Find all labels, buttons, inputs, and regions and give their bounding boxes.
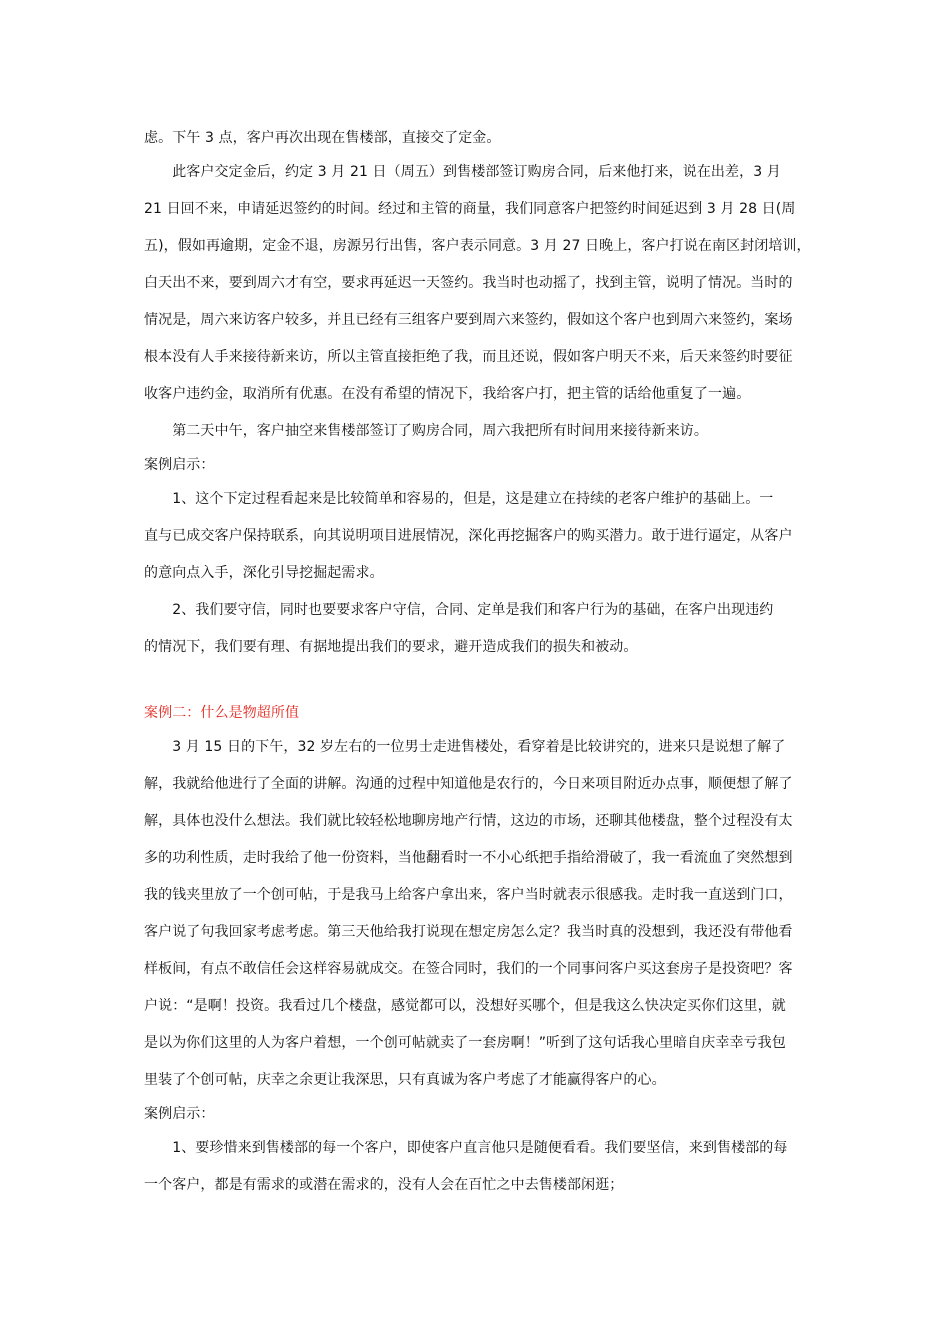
text-line: 直与已成交客户保持联系，向其说明项目进展情况，深化再挖掘客户的购买潜力。敢于进行逼定，从客户 xyxy=(144,528,793,544)
text-line: 情况是，周六来访客户较多，并且已经有三组客户要到周六来签约，假如这个客户也到周六来签约，案场 xyxy=(144,312,793,328)
section-label: 案例启示： xyxy=(144,457,215,473)
text-line: 根本没有人手来接待新来访，所以主管直接拒绝了我，而且还说，假如客户明天不来，后天来签约时要征 xyxy=(144,349,793,365)
text-line: 21 日回不来，申请延迟签约的时间。经过和主管的商量，我们同意客户把签约时间延迟到 3 月 28 日(周 xyxy=(144,201,796,217)
text-line: 样板间，有点不敢信任会这样容易就成交。在签合同时，我们的一个同事问客户买这套房子是投资吧？客 xyxy=(144,961,793,977)
case-heading: 案例二：什么是物超所值 xyxy=(144,705,300,721)
text-line: 解，具体也没什么想法。我们就比较轻松地聊房地产行情，这边的市场，还聊其他楼盘，整个过程没有太 xyxy=(144,813,793,829)
section-label: 案例启示： xyxy=(144,1106,215,1122)
text-line: 3 月 15 日的下午，32 岁左右的一位男士走进售楼处，看穿着是比较讲究的，进来只是说想了解了 xyxy=(144,739,786,755)
text-line: 白天出不来，要到周六才有空，要求再延迟一天签约。我当时也动摇了，找到主管，说明了情况。当时的 xyxy=(144,275,793,291)
text-line: 1、这个下定过程看起来是比较简单和容易的，但是，这是建立在持续的老客户维护的基础上。一 xyxy=(144,491,774,507)
text-line: 1、要珍惜来到售楼部的每一个客户，即使客户直言他只是随便看看。我们要坚信，来到售楼部的每 xyxy=(144,1140,788,1156)
text-line: 虑。下午 3 点，客户再次出现在售楼部，直接交了定金。 xyxy=(144,130,501,146)
text-line: 是以为你们这里的人为客户着想，一个创可帖就卖了一套房啊！”听到了这句话我心里暗自庆幸幸亏我包 xyxy=(144,1035,786,1051)
text-line: 此客户交定金后，约定 3 月 21 日（周五）到售楼部签订购房合同，后来他打来，说在出差，3 月 xyxy=(144,164,781,180)
text-line: 客户说了句我回家考虑考虑。第三天他给我打说现在想定房怎么定？我当时真的没想到，我还没有带他看 xyxy=(144,924,793,940)
text-line: 的意向点入手，深化引导挖掘起需求。 xyxy=(144,565,384,581)
text-line: 多的功利性质，走时我给了他一份资料，当他翻看时一不小心纸把手指给滑破了，我一看流血了突然想到 xyxy=(144,850,793,866)
text-line: 收客户违约金，取消所有优惠。在没有希望的情况下，我给客户打，把主管的话给他重复了一遍。 xyxy=(144,386,751,402)
text-line: 2、我们要守信，同时也要要求客户守信，合同、定单是我们和客户行为的基础，在客户出现违约 xyxy=(144,602,774,618)
text-line: 解，我就给他进行了全面的讲解。沟通的过程中知道他是农行的，今日来项目附近办点事，顺便想了解了 xyxy=(144,776,793,792)
text-line: 里装了个创可帖，庆幸之余更让我深思，只有真诚为客户考虑了才能赢得客户的心。 xyxy=(144,1072,666,1088)
text-line: 我的钱夹里放了一个创可帖，于是我马上给客户拿出来，客户当时就表示很感我。走时我一直送到门口， xyxy=(144,887,793,903)
text-line: 一个客户，都是有需求的或潜在需求的，没有人会在百忙之中去售楼部闲逛； xyxy=(144,1177,624,1193)
text-line: 五)，假如再逾期，定金不退，房源另行出售，客户表示同意。3 月 27 日晚上，客户打说在南区封闭培训， xyxy=(144,238,811,254)
text-line: 第二天中午，客户抽空来售楼部签订了购房合同，周六我把所有时间用来接待新来访。 xyxy=(144,423,708,439)
text-line: 户说：“是啊！投资。我看过几个楼盘，感觉都可以，没想好买哪个，但是我这么快决定买你们这里，就 xyxy=(144,998,786,1014)
text-line: 的情况下，我们要有理、有据地提出我们的要求，避开造成我们的损失和被动。 xyxy=(144,639,638,655)
